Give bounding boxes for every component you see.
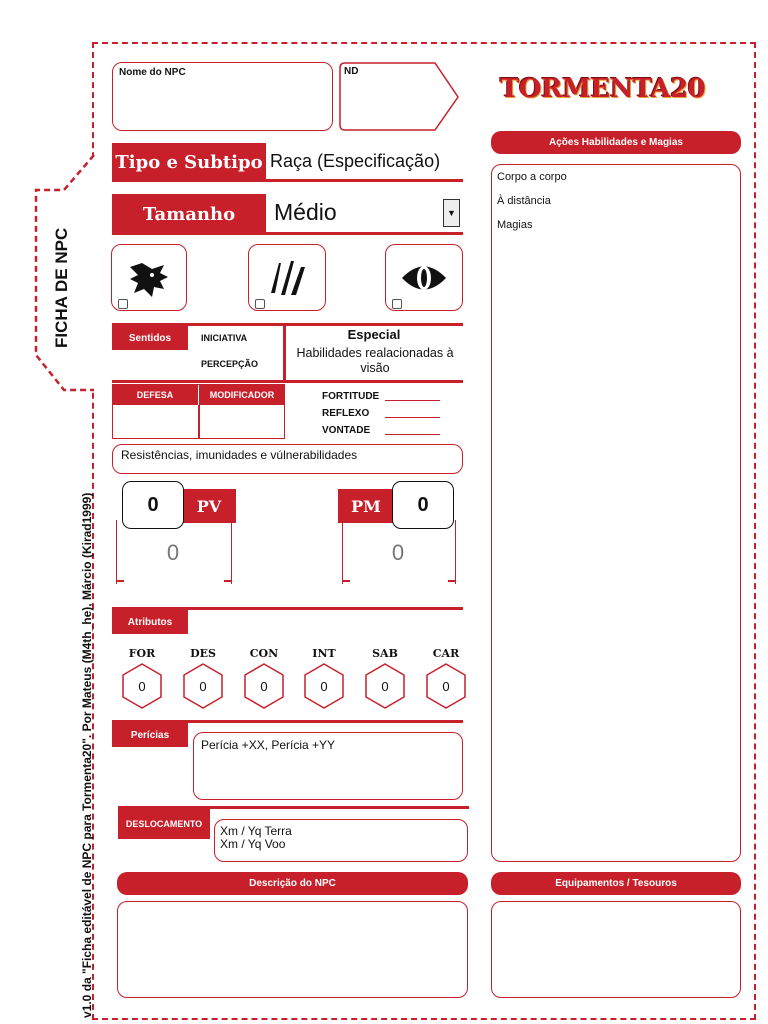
beast-head-icon	[126, 259, 172, 299]
pericias-label: Perícias	[112, 723, 188, 747]
attr-label-des: DES	[190, 647, 216, 660]
equipamentos-title: Equipamentos / Tesouros	[491, 872, 741, 895]
sentidos-bottomline	[112, 380, 463, 383]
acoes-line-corpo: Corpo a corpo	[497, 171, 567, 183]
percepcao-label: PERCEPÇÃO	[201, 359, 259, 369]
equipamentos-field[interactable]	[491, 901, 741, 998]
attr-value-car: 0	[442, 678, 450, 694]
modificador-label: MODIFICADOR	[199, 384, 285, 405]
attr-value-des: 0	[199, 678, 207, 694]
attr-field-int[interactable]	[302, 662, 346, 710]
attr-label-int: INT	[312, 647, 336, 660]
attr-label-car: CAR	[432, 647, 460, 660]
pv-corner-left	[116, 580, 124, 582]
side-title: FICHA DE NPC	[52, 227, 71, 348]
claw-slash-icon	[265, 257, 309, 301]
tipo-label: Tipo e Subtipo	[112, 143, 266, 181]
save-fortitude-label: FORTITUDE	[322, 391, 380, 402]
icon-box-3	[385, 244, 463, 311]
pericias-value: Perícia +XX, Perícia +YY	[201, 738, 336, 752]
descricao-title: Descrição do NPC	[117, 872, 468, 895]
tormenta-logo: TORMENTA20	[500, 74, 706, 104]
attr-value-int: 0	[320, 678, 328, 694]
pv-label: PV	[182, 489, 236, 523]
acoes-title: Ações Habilidades e Magias	[491, 131, 741, 154]
attr-label-con: CON	[249, 647, 279, 660]
attr-field-car[interactable]	[424, 662, 468, 710]
save-reflexo-field[interactable]	[385, 417, 440, 418]
sentidos-divider	[283, 324, 286, 382]
nd-label: ND	[344, 66, 359, 77]
resistencias-text: Resistências, imunidades e vúlnerabilidades	[121, 448, 358, 462]
pm-label: PM	[338, 489, 394, 523]
pm-max-field[interactable]: 0	[392, 481, 454, 529]
descricao-field[interactable]	[117, 901, 468, 998]
deslocamento-label: DESLOCAMENTO	[118, 809, 210, 839]
resistencias-field[interactable]	[112, 444, 463, 474]
attr-value-con: 0	[260, 678, 268, 694]
npc-name-field[interactable]	[112, 62, 333, 131]
especial-title: Especial	[347, 327, 401, 342]
attr-field-con[interactable]	[242, 662, 286, 710]
pm-current-value[interactable]: 0	[391, 540, 405, 565]
defesa-field[interactable]	[113, 406, 197, 438]
save-vontade-field[interactable]	[385, 434, 440, 435]
icon-box-1	[111, 244, 187, 311]
especial-text[interactable]: Habilidades realacionadas à visão	[296, 346, 454, 375]
save-fortitude-field[interactable]	[385, 400, 440, 401]
attr-value-sab: 0	[381, 678, 389, 694]
icon-checkbox-3[interactable]	[392, 299, 402, 309]
acoes-field[interactable]	[491, 164, 741, 862]
npc-name-label: Nome do NPC	[119, 67, 186, 78]
tipo-underline	[112, 179, 463, 182]
credits-text: v1.0 da "Ficha editável de NPC para Tormenta20". Por Mateus (M4th_he), Márcio (Kirad1999)	[80, 492, 94, 1018]
attr-field-des[interactable]	[181, 662, 225, 710]
iniciativa-label: INICIATIVA	[201, 333, 248, 343]
acoes-line-distancia: À distância	[497, 195, 551, 207]
acoes-line-magias: Magias	[497, 219, 533, 231]
attr-field-for[interactable]	[120, 662, 164, 710]
pm-corner-right	[448, 580, 456, 582]
defesa-label: DEFESA	[112, 384, 198, 405]
attr-field-sab[interactable]	[363, 662, 407, 710]
deslocamento-line2: Xm / Yq Voo	[220, 837, 286, 851]
tipo-value[interactable]: Raça (Especificação)	[270, 151, 441, 171]
icon-box-2	[248, 244, 326, 311]
pv-max-field[interactable]: 0	[122, 481, 184, 529]
pericias-field[interactable]	[193, 732, 463, 800]
tamanho-value[interactable]: Médio	[274, 199, 337, 225]
save-reflexo-label: REFLEXO	[322, 408, 370, 419]
attr-label-for: FOR	[128, 647, 156, 660]
attr-value-for: 0	[138, 678, 146, 694]
deslocamento-line1: Xm / Yq Terra	[220, 824, 292, 838]
pv-current-value[interactable]: 0	[166, 540, 180, 565]
atributos-label: Atributos	[112, 610, 188, 634]
deslocamento-field[interactable]	[214, 819, 468, 862]
modificador-field[interactable]	[200, 406, 284, 438]
save-vontade-label: VONTADE	[322, 425, 371, 436]
eye-icon	[400, 259, 448, 297]
attr-label-sab: SAB	[372, 647, 398, 660]
icon-checkbox-1[interactable]	[118, 299, 128, 309]
tamanho-dropdown-button[interactable]: ▼	[443, 199, 460, 227]
sentidos-label: Sentidos	[112, 326, 188, 350]
icon-checkbox-2[interactable]	[255, 299, 265, 309]
tamanho-label: Tamanho	[112, 194, 266, 234]
pv-corner-right	[224, 580, 232, 582]
tamanho-underline	[112, 232, 463, 235]
pm-corner-left	[342, 580, 350, 582]
